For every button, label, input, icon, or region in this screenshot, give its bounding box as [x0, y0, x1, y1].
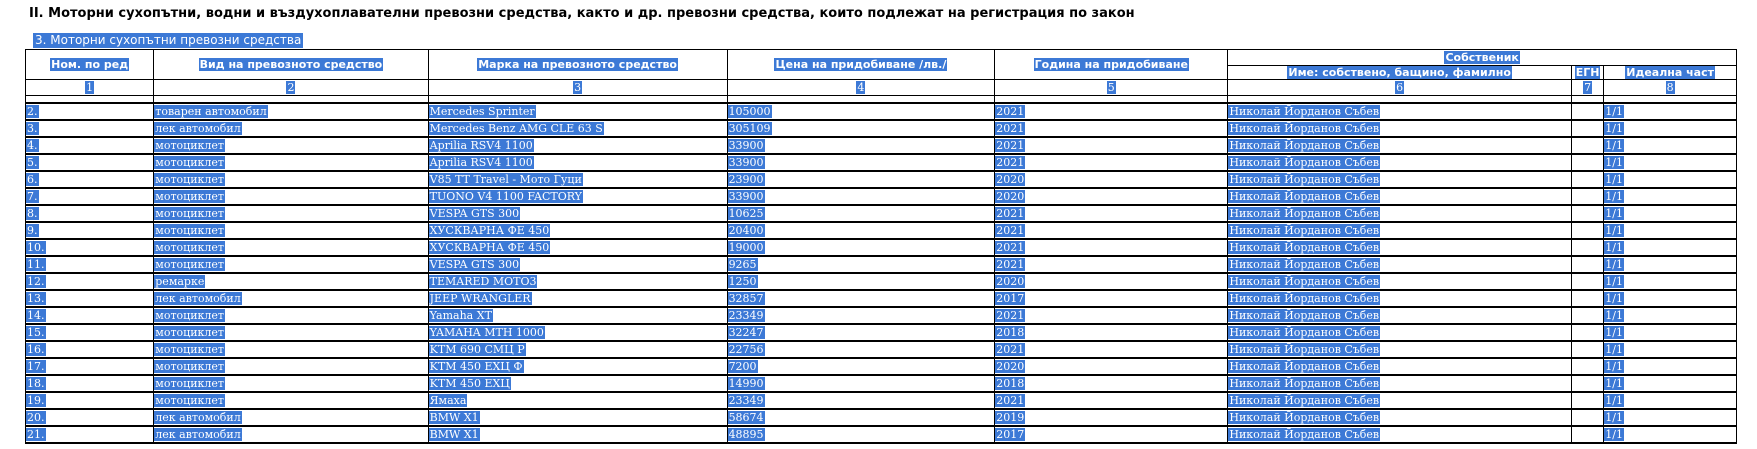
owner-name: Николай Йорданов Събев	[1228, 307, 1572, 324]
owner-egn	[1571, 154, 1603, 171]
header-share: Идеална част	[1604, 66, 1737, 80]
header-type: Вид на превозното средство	[154, 50, 428, 80]
table-row	[26, 137, 1737, 154]
vehicle-brand: Ямаха	[428, 392, 727, 409]
table-row	[26, 426, 1737, 443]
purchase-price: 19000	[727, 239, 995, 256]
column-number: 1	[26, 80, 154, 96]
owner-egn	[1571, 171, 1603, 188]
vehicle-brand: VESPA GTS 300	[428, 256, 727, 273]
row-number: 4.	[26, 137, 154, 154]
row-number: 10.	[26, 239, 154, 256]
table-row	[26, 409, 1737, 426]
owner-name: Николай Йорданов Събев	[1228, 375, 1572, 392]
purchase-price: 20400	[727, 222, 995, 239]
owner-name: Николай Йорданов Събев	[1228, 290, 1572, 307]
purchase-year: 2021	[995, 154, 1228, 171]
owner-egn	[1571, 205, 1603, 222]
table-row	[26, 256, 1737, 273]
column-number: 4	[727, 80, 995, 96]
row-number: 6.	[26, 171, 154, 188]
vehicle-brand: KTM 450 ЕХЦ Ф	[428, 358, 727, 375]
ideal-share: 1/1	[1604, 120, 1737, 137]
purchase-year: 2021	[995, 137, 1228, 154]
table-row	[26, 392, 1737, 409]
purchase-price: 22756	[727, 341, 995, 358]
header-egn: ЕГН	[1571, 66, 1603, 80]
vehicle-brand: Mercedes Benz AMG CLE 63 S	[428, 120, 727, 137]
owner-name: Николай Йорданов Събев	[1228, 256, 1572, 273]
table-row	[26, 324, 1737, 341]
row-number: 16.	[26, 341, 154, 358]
owner-egn	[1571, 103, 1603, 120]
table-row	[26, 171, 1737, 188]
purchase-price: 14990	[727, 375, 995, 392]
table-row	[26, 358, 1737, 375]
vehicle-type: мотоциклет	[154, 205, 428, 222]
table-row	[26, 205, 1737, 222]
purchase-price: 23349	[727, 307, 995, 324]
ideal-share: 1/1	[1604, 222, 1737, 239]
table-row	[26, 103, 1737, 120]
row-number: 12.	[26, 273, 154, 290]
column-number: 2	[154, 80, 428, 96]
purchase-price: 33900	[727, 154, 995, 171]
owner-egn	[1571, 222, 1603, 239]
owner-egn	[1571, 120, 1603, 137]
purchase-year: 2020	[995, 273, 1228, 290]
vehicles-table	[25, 49, 1737, 444]
header-year: Година на придобиване	[995, 50, 1228, 80]
vehicle-brand: KTM 450 ЕХЦ	[428, 375, 727, 392]
purchase-price: 32247	[727, 324, 995, 341]
ideal-share: 1/1	[1604, 103, 1737, 120]
vehicle-type: лек автомобил	[154, 409, 428, 426]
purchase-year: 2018	[995, 324, 1228, 341]
ideal-share: 1/1	[1604, 205, 1737, 222]
owner-egn	[1571, 239, 1603, 256]
owner-name: Николай Йорданов Събев	[1228, 154, 1572, 171]
ideal-share: 1/1	[1604, 324, 1737, 341]
vehicle-brand: Mercedes Sprinter	[428, 103, 727, 120]
vehicle-type: лек автомобил	[154, 426, 428, 443]
vehicle-brand: ХУСКВАРНА ФЕ 450	[428, 222, 727, 239]
owner-name: Николай Йорданов Събев	[1228, 239, 1572, 256]
owner-name: Николай Йорданов Събев	[1228, 409, 1572, 426]
owner-name: Николай Йорданов Събев	[1228, 171, 1572, 188]
purchase-price: 305109	[727, 120, 995, 137]
row-number: 9.	[26, 222, 154, 239]
column-number: 8	[1604, 80, 1737, 96]
section-heading: II. Моторни сухопътни, водни и въздухоплавателни превозни средства, както и др. превозни средства, които подлежат на регистрация по закон	[29, 6, 1135, 21]
vehicle-type: мотоциклет	[154, 375, 428, 392]
owner-name: Николай Йорданов Събев	[1228, 188, 1572, 205]
ideal-share: 1/1	[1604, 188, 1737, 205]
ideal-share: 1/1	[1604, 137, 1737, 154]
column-number: 5	[995, 80, 1228, 96]
vehicle-brand: KTM 690 СМЦ Р	[428, 341, 727, 358]
owner-name: Николай Йорданов Събев	[1228, 120, 1572, 137]
vehicle-type: мотоциклет	[154, 188, 428, 205]
purchase-price: 33900	[727, 188, 995, 205]
table-row	[26, 273, 1737, 290]
vehicle-brand: YAMAHA MTH 1000	[428, 324, 727, 341]
owner-egn	[1571, 324, 1603, 341]
vehicle-type: мотоциклет	[154, 256, 428, 273]
vehicle-type: мотоциклет	[154, 239, 428, 256]
owner-name: Николай Йорданов Събев	[1228, 222, 1572, 239]
ideal-share: 1/1	[1604, 409, 1737, 426]
owner-name: Николай Йорданов Събев	[1228, 341, 1572, 358]
vehicle-type: мотоциклет	[154, 154, 428, 171]
row-number: 7.	[26, 188, 154, 205]
column-number: 3	[428, 80, 727, 96]
table-row	[26, 375, 1737, 392]
header-num: Ном. по ред	[26, 50, 154, 80]
ideal-share: 1/1	[1604, 358, 1737, 375]
vehicle-brand: JEEP WRANGLER	[428, 290, 727, 307]
row-number: 13.	[26, 290, 154, 307]
ideal-share: 1/1	[1604, 273, 1737, 290]
vehicle-type: мотоциклет	[154, 307, 428, 324]
purchase-year: 2019	[995, 409, 1228, 426]
vehicle-brand: Aprilia RSV4 1100	[428, 154, 727, 171]
vehicle-type: мотоциклет	[154, 324, 428, 341]
purchase-year: 2021	[995, 392, 1228, 409]
vehicle-type: лек автомобил	[154, 290, 428, 307]
owner-name: Николай Йорданов Събев	[1228, 392, 1572, 409]
vehicle-brand: ХУСКВАРНА ФЕ 450	[428, 239, 727, 256]
row-number: 14.	[26, 307, 154, 324]
owner-egn	[1571, 137, 1603, 154]
owner-egn	[1571, 273, 1603, 290]
owner-egn	[1571, 290, 1603, 307]
purchase-price: 58674	[727, 409, 995, 426]
purchase-year: 2017	[995, 290, 1228, 307]
row-number: 21.	[26, 426, 154, 443]
purchase-year: 2021	[995, 205, 1228, 222]
ideal-share: 1/1	[1604, 426, 1737, 443]
owner-egn	[1571, 341, 1603, 358]
purchase-year: 2021	[995, 103, 1228, 120]
vehicle-brand: BMW X1	[428, 409, 727, 426]
vehicle-brand: BMW X1	[428, 426, 727, 443]
owner-egn	[1571, 426, 1603, 443]
vehicle-type: мотоциклет	[154, 137, 428, 154]
owner-egn	[1571, 307, 1603, 324]
purchase-price: 33900	[727, 137, 995, 154]
ideal-share: 1/1	[1604, 256, 1737, 273]
vehicle-brand: TEMARED MOTO3	[428, 273, 727, 290]
purchase-year: 2020	[995, 171, 1228, 188]
purchase-price: 23349	[727, 392, 995, 409]
vehicle-brand: V85 TT Travel - Мото Гуци	[428, 171, 727, 188]
owner-name: Николай Йорданов Събев	[1228, 426, 1572, 443]
owner-name: Николай Йорданов Събев	[1228, 137, 1572, 154]
owner-name: Николай Йорданов Събев	[1228, 103, 1572, 120]
row-number: 18.	[26, 375, 154, 392]
table-row	[26, 120, 1737, 137]
column-number: 7	[1571, 80, 1603, 96]
column-number: 6	[1228, 80, 1572, 96]
purchase-price: 23900	[727, 171, 995, 188]
table-row	[26, 341, 1737, 358]
row-number: 19.	[26, 392, 154, 409]
vehicle-type: ремарке	[154, 273, 428, 290]
purchase-year: 2021	[995, 120, 1228, 137]
purchase-year: 2020	[995, 358, 1228, 375]
row-number: 20.	[26, 409, 154, 426]
header-price: Цена на придобиване /лв./	[727, 50, 995, 80]
ideal-share: 1/1	[1604, 171, 1737, 188]
owner-egn	[1571, 409, 1603, 426]
table-row	[26, 222, 1737, 239]
row-number: 11.	[26, 256, 154, 273]
column-numbers-row	[26, 80, 1737, 96]
ideal-share: 1/1	[1604, 290, 1737, 307]
subsection-heading: 3. Моторни сухопътни превозни средства	[35, 33, 302, 47]
owner-egn	[1571, 358, 1603, 375]
table-row	[26, 290, 1737, 307]
owner-egn	[1571, 188, 1603, 205]
purchase-year: 2021	[995, 341, 1228, 358]
vehicle-type: мотоциклет	[154, 171, 428, 188]
owner-egn	[1571, 375, 1603, 392]
purchase-price: 105000	[727, 103, 995, 120]
owner-name: Николай Йорданов Събев	[1228, 358, 1572, 375]
table-row	[26, 307, 1737, 324]
owner-egn	[1571, 392, 1603, 409]
vehicle-type: мотоциклет	[154, 392, 428, 409]
purchase-price: 48895	[727, 426, 995, 443]
vehicle-brand: VESPA GTS 300	[428, 205, 727, 222]
table-row	[26, 239, 1737, 256]
purchase-price: 9265	[727, 256, 995, 273]
vehicle-brand: TUONO V4 1100 FACTORY	[428, 188, 727, 205]
ideal-share: 1/1	[1604, 154, 1737, 171]
purchase-price: 10625	[727, 205, 995, 222]
purchase-year: 2018	[995, 375, 1228, 392]
row-number: 3.	[26, 120, 154, 137]
ideal-share: 1/1	[1604, 341, 1737, 358]
row-number: 2.	[26, 103, 154, 120]
row-number: 17.	[26, 358, 154, 375]
spacer-row	[26, 96, 1737, 104]
purchase-price: 32857	[727, 290, 995, 307]
purchase-year: 2021	[995, 239, 1228, 256]
vehicle-brand: Yamaha XT	[428, 307, 727, 324]
vehicle-type: мотоциклет	[154, 358, 428, 375]
row-number: 8.	[26, 205, 154, 222]
vehicle-type: мотоциклет	[154, 222, 428, 239]
row-number: 5.	[26, 154, 154, 171]
owner-egn	[1571, 256, 1603, 273]
table-row	[26, 154, 1737, 171]
header-owner-name: Име: собствено, бащино, фамилно	[1228, 66, 1572, 80]
vehicle-brand: Aprilia RSV4 1100	[428, 137, 727, 154]
purchase-year: 2020	[995, 188, 1228, 205]
ideal-share: 1/1	[1604, 307, 1737, 324]
owner-name: Николай Йорданов Събев	[1228, 205, 1572, 222]
vehicle-type: лек автомобил	[154, 120, 428, 137]
purchase-year: 2021	[995, 307, 1228, 324]
row-number: 15.	[26, 324, 154, 341]
vehicle-type: мотоциклет	[154, 341, 428, 358]
ideal-share: 1/1	[1604, 239, 1737, 256]
purchase-price: 1250	[727, 273, 995, 290]
header-brand: Марка на превозното средство	[428, 50, 727, 80]
header-owner: Собственик	[1228, 50, 1737, 66]
purchase-year: 2021	[995, 222, 1228, 239]
purchase-year: 2021	[995, 256, 1228, 273]
owner-name: Николай Йорданов Събев	[1228, 324, 1572, 341]
purchase-year: 2017	[995, 426, 1228, 443]
ideal-share: 1/1	[1604, 392, 1737, 409]
table-row	[26, 188, 1737, 205]
ideal-share: 1/1	[1604, 375, 1737, 392]
vehicle-type: товарен автомобил	[154, 103, 428, 120]
owner-name: Николай Йорданов Събев	[1228, 273, 1572, 290]
purchase-price: 7200	[727, 358, 995, 375]
